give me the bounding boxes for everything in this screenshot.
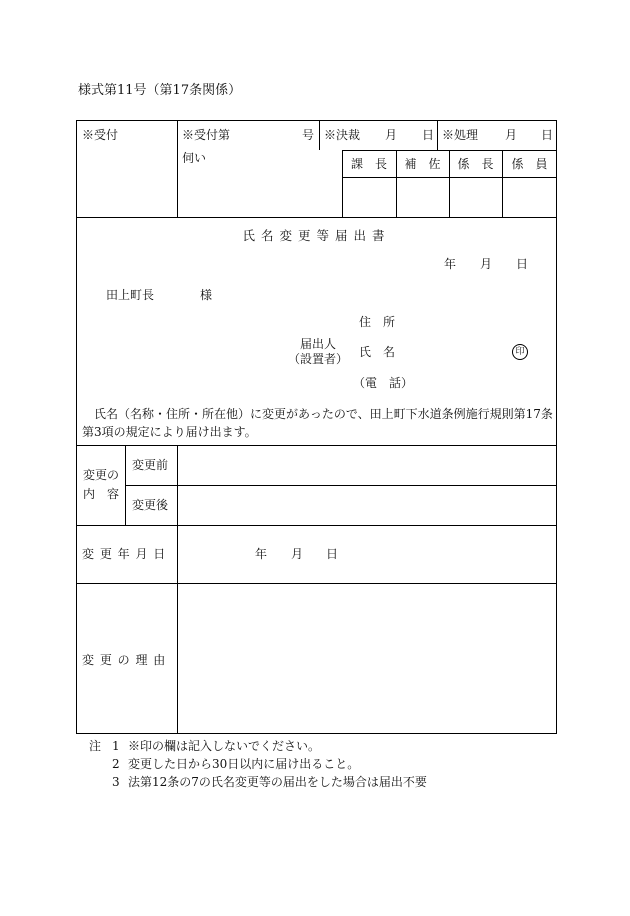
- processing-month: 月: [505, 128, 518, 142]
- declaration-statement: 氏名（名称・住所・所在他）に変更があったので、田上町下水道条例施行規則第17条第3項の規定により届け出ます。: [82, 407, 553, 439]
- decision-day: 日: [422, 128, 435, 142]
- inquiry-label: 伺い: [182, 151, 207, 165]
- submission-month: 月: [480, 257, 493, 271]
- after-label: 変更後: [132, 498, 169, 512]
- change-date-top-line: [76, 525, 557, 526]
- name-label: 氏 名: [359, 345, 396, 359]
- received-label: ※受付: [82, 128, 119, 142]
- change-content-label: 変更の: [83, 468, 120, 482]
- header-divider-3: [437, 120, 438, 150]
- note-3-number: 3: [112, 775, 120, 789]
- processing-label: ※処理: [442, 128, 479, 142]
- header-bottom-line: [76, 217, 557, 218]
- seal-mark: 印: [512, 344, 528, 360]
- header-divider-1: [177, 120, 178, 217]
- note-3-text: 法第12条の7の氏名変更等の届出をした場合は届出不要: [128, 775, 427, 789]
- decision-month: 月: [385, 128, 398, 142]
- submission-day: 日: [516, 257, 529, 271]
- received-number-label: ※受付第: [182, 128, 231, 142]
- before-after-divider: [125, 485, 557, 486]
- label-column-divider: [177, 445, 178, 734]
- approver-section-chief: 課 長: [350, 157, 387, 171]
- change-date-month: 月: [291, 547, 304, 561]
- change-reason-label: 変 更 の 理 由: [82, 653, 167, 667]
- approval-label-line: [342, 177, 557, 178]
- address-label: 住 所: [359, 315, 396, 329]
- applicant-label: 届出人: [300, 337, 337, 351]
- applicant-label-sub: （設置者）: [288, 352, 349, 366]
- change-date-year: 年: [255, 547, 268, 561]
- received-number-suffix: 号: [302, 128, 315, 142]
- change-content-label-sub: 内 容: [83, 487, 120, 501]
- approver-staff: 係 員: [511, 157, 548, 171]
- before-label: 変更前: [132, 458, 169, 472]
- approver-deputy: 補 佐: [404, 157, 441, 171]
- note-2-number: 2: [112, 757, 120, 771]
- change-date-day: 日: [326, 547, 339, 561]
- decision-label: ※決裁: [324, 128, 361, 142]
- notes-heading: 注: [89, 739, 102, 753]
- submission-year: 年: [444, 257, 457, 271]
- approver-subsection-chief: 係 長: [457, 157, 494, 171]
- note-2-text: 変更した日から30日以内に届け出ること。: [128, 757, 360, 771]
- change-date-label: 変 更 年 月 日: [82, 547, 167, 561]
- document-title: 氏名変更等届出書: [242, 228, 391, 243]
- addressee-name: 田上町長: [106, 288, 155, 302]
- change-content-top-line: [76, 445, 557, 446]
- addressee-honorific: 様: [200, 288, 213, 302]
- change-reason-top-line: [76, 583, 557, 584]
- phone-label: （電 話）: [353, 376, 414, 390]
- note-1-number: 1: [112, 739, 120, 753]
- processing-day: 日: [541, 128, 554, 142]
- note-1-text: ※印の欄は記入しないでください。: [128, 739, 321, 753]
- header-divider-2: [319, 120, 320, 150]
- form-number: 様式第11号（第17条関係）: [78, 83, 242, 98]
